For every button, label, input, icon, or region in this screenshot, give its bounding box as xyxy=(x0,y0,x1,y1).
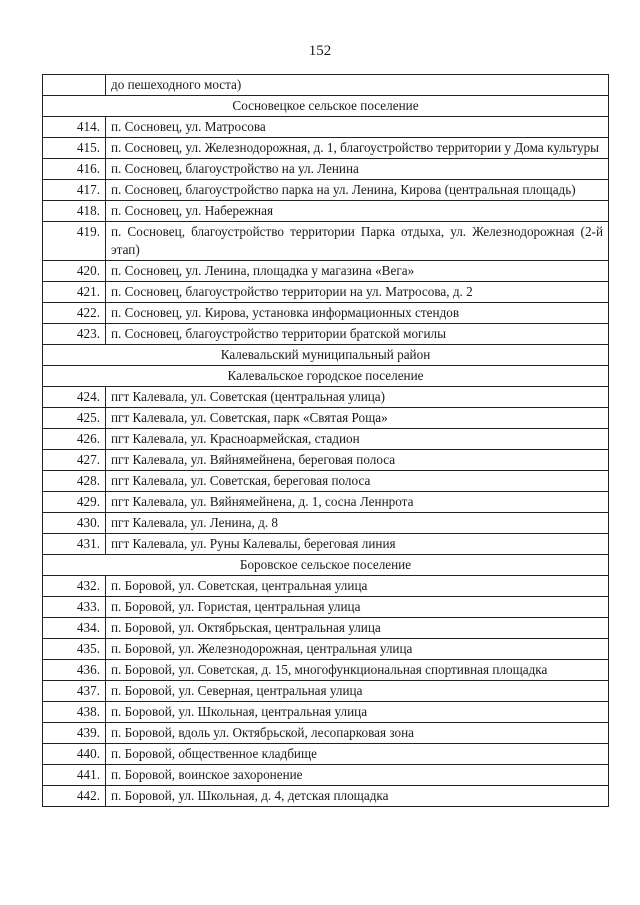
row-description: п. Боровой, общественное кладбище xyxy=(106,744,609,765)
row-number: 428. xyxy=(43,471,106,492)
table-row xyxy=(43,786,609,807)
row-number: 415. xyxy=(43,138,106,159)
row-number: 419. xyxy=(43,222,106,261)
row-description: п. Боровой, ул. Северная, центральная улица xyxy=(106,681,609,702)
table-row-continuation xyxy=(43,75,609,96)
row-number: 430. xyxy=(43,513,106,534)
row-number xyxy=(43,75,106,96)
row-description: пгт Калевала, ул. Красноармейская, стадион xyxy=(106,429,609,450)
section-title: Сосновецкое сельское поселение xyxy=(43,96,609,117)
table-row xyxy=(43,159,609,180)
table-row xyxy=(43,681,609,702)
row-number: 438. xyxy=(43,702,106,723)
row-description: п. Боровой, вдоль ул. Октябрьской, лесопарковая зона xyxy=(106,723,609,744)
table-row xyxy=(43,618,609,639)
table-row xyxy=(43,744,609,765)
table-row xyxy=(43,723,609,744)
row-description: п. Боровой, ул. Советская, центральная улица xyxy=(106,576,609,597)
row-description: п. Сосновец, ул. Железнодорожная, д. 1, благоустройство территории у Дома культуры xyxy=(106,138,609,159)
row-description: п. Боровой, ул. Железнодорожная, центральная улица xyxy=(106,639,609,660)
table-row xyxy=(43,222,609,261)
row-number: 432. xyxy=(43,576,106,597)
section-title: Калевальское городское поселение xyxy=(43,366,609,387)
table-row xyxy=(43,534,609,555)
table-row xyxy=(43,117,609,138)
row-number: 434. xyxy=(43,618,106,639)
row-description: п. Боровой, воинское захоронение xyxy=(106,765,609,786)
row-number: 435. xyxy=(43,639,106,660)
table-row xyxy=(43,450,609,471)
table-row xyxy=(43,429,609,450)
row-number: 436. xyxy=(43,660,106,681)
row-number: 425. xyxy=(43,408,106,429)
section-header-row xyxy=(43,366,609,387)
section-title: Калевальский муниципальный район xyxy=(43,345,609,366)
row-number: 423. xyxy=(43,324,106,345)
row-description: пгт Калевала, ул. Вяйнямейнена, береговая полоса xyxy=(106,450,609,471)
row-description: п. Сосновец, благоустройство территории братской могилы xyxy=(106,324,609,345)
row-number: 418. xyxy=(43,201,106,222)
row-description: п. Сосновец, благоустройство территории на ул. Матросова, д. 2 xyxy=(106,282,609,303)
row-description: п. Сосновец, благоустройство территории Парка отдыха, ул. Железнодорожная (2-й этап) xyxy=(106,222,609,261)
row-number: 440. xyxy=(43,744,106,765)
table-row xyxy=(43,408,609,429)
table-row xyxy=(43,660,609,681)
row-description: п. Сосновец, ул. Ленина, площадка у магазина «Вега» xyxy=(106,261,609,282)
row-number: 442. xyxy=(43,786,106,807)
table-body xyxy=(43,75,609,807)
table-row xyxy=(43,201,609,222)
table-row xyxy=(43,324,609,345)
row-description: пгт Калевала, ул. Советская (центральная улица) xyxy=(106,387,609,408)
row-description: п. Боровой, ул. Гористая, центральная улица xyxy=(106,597,609,618)
table-row xyxy=(43,576,609,597)
row-number: 427. xyxy=(43,450,106,471)
row-number: 422. xyxy=(43,303,106,324)
row-description: п. Сосновец, благоустройство парка на ул. Ленина, Кирова (центральная площадь) xyxy=(106,180,609,201)
table-row xyxy=(43,387,609,408)
table-row xyxy=(43,282,609,303)
table-row xyxy=(43,513,609,534)
row-number: 437. xyxy=(43,681,106,702)
row-number: 424. xyxy=(43,387,106,408)
table-row xyxy=(43,492,609,513)
row-description: пгт Калевала, ул. Вяйнямейнена, д. 1, сосна Леннрота xyxy=(106,492,609,513)
row-number: 421. xyxy=(43,282,106,303)
table-row xyxy=(43,471,609,492)
table-row xyxy=(43,303,609,324)
row-description: пгт Калевала, ул. Ленина, д. 8 xyxy=(106,513,609,534)
table-row xyxy=(43,597,609,618)
section-header-row xyxy=(43,555,609,576)
row-number: 431. xyxy=(43,534,106,555)
row-description: п. Боровой, ул. Октябрьская, центральная улица xyxy=(106,618,609,639)
row-description: п. Сосновец, ул. Набережная xyxy=(106,201,609,222)
row-description: п. Сосновец, благоустройство на ул. Ленина xyxy=(106,159,609,180)
row-number: 420. xyxy=(43,261,106,282)
section-title: Боровское сельское поселение xyxy=(43,555,609,576)
row-number: 441. xyxy=(43,765,106,786)
row-description: п. Сосновец, ул. Матросова xyxy=(106,117,609,138)
table-row xyxy=(43,180,609,201)
row-number: 417. xyxy=(43,180,106,201)
section-header-row xyxy=(43,96,609,117)
table-row xyxy=(43,702,609,723)
row-description: п. Боровой, ул. Советская, д. 15, многофункциональная спортивная площадка xyxy=(106,660,609,681)
row-number: 439. xyxy=(43,723,106,744)
row-number: 414. xyxy=(43,117,106,138)
table-row xyxy=(43,765,609,786)
page-number: 152 xyxy=(308,43,332,59)
row-description: пгт Калевала, ул. Руны Калевалы, береговая линия xyxy=(106,534,609,555)
row-number: 426. xyxy=(43,429,106,450)
row-description: п. Сосновец, ул. Кирова, установка информационных стендов xyxy=(106,303,609,324)
row-description: п. Боровой, ул. Школьная, д. 4, детская площадка xyxy=(106,786,609,807)
objects-table xyxy=(42,74,609,807)
table-row xyxy=(43,261,609,282)
row-description: пгт Калевала, ул. Советская, парк «Святая Роща» xyxy=(106,408,609,429)
row-description: пгт Калевала, ул. Советская, береговая полоса xyxy=(106,471,609,492)
row-description: п. Боровой, ул. Школьная, центральная улица xyxy=(106,702,609,723)
section-header-row xyxy=(43,345,609,366)
row-description: до пешеходного моста) xyxy=(106,75,609,96)
table-row xyxy=(43,138,609,159)
row-number: 416. xyxy=(43,159,106,180)
row-number: 429. xyxy=(43,492,106,513)
table-row xyxy=(43,639,609,660)
row-number: 433. xyxy=(43,597,106,618)
